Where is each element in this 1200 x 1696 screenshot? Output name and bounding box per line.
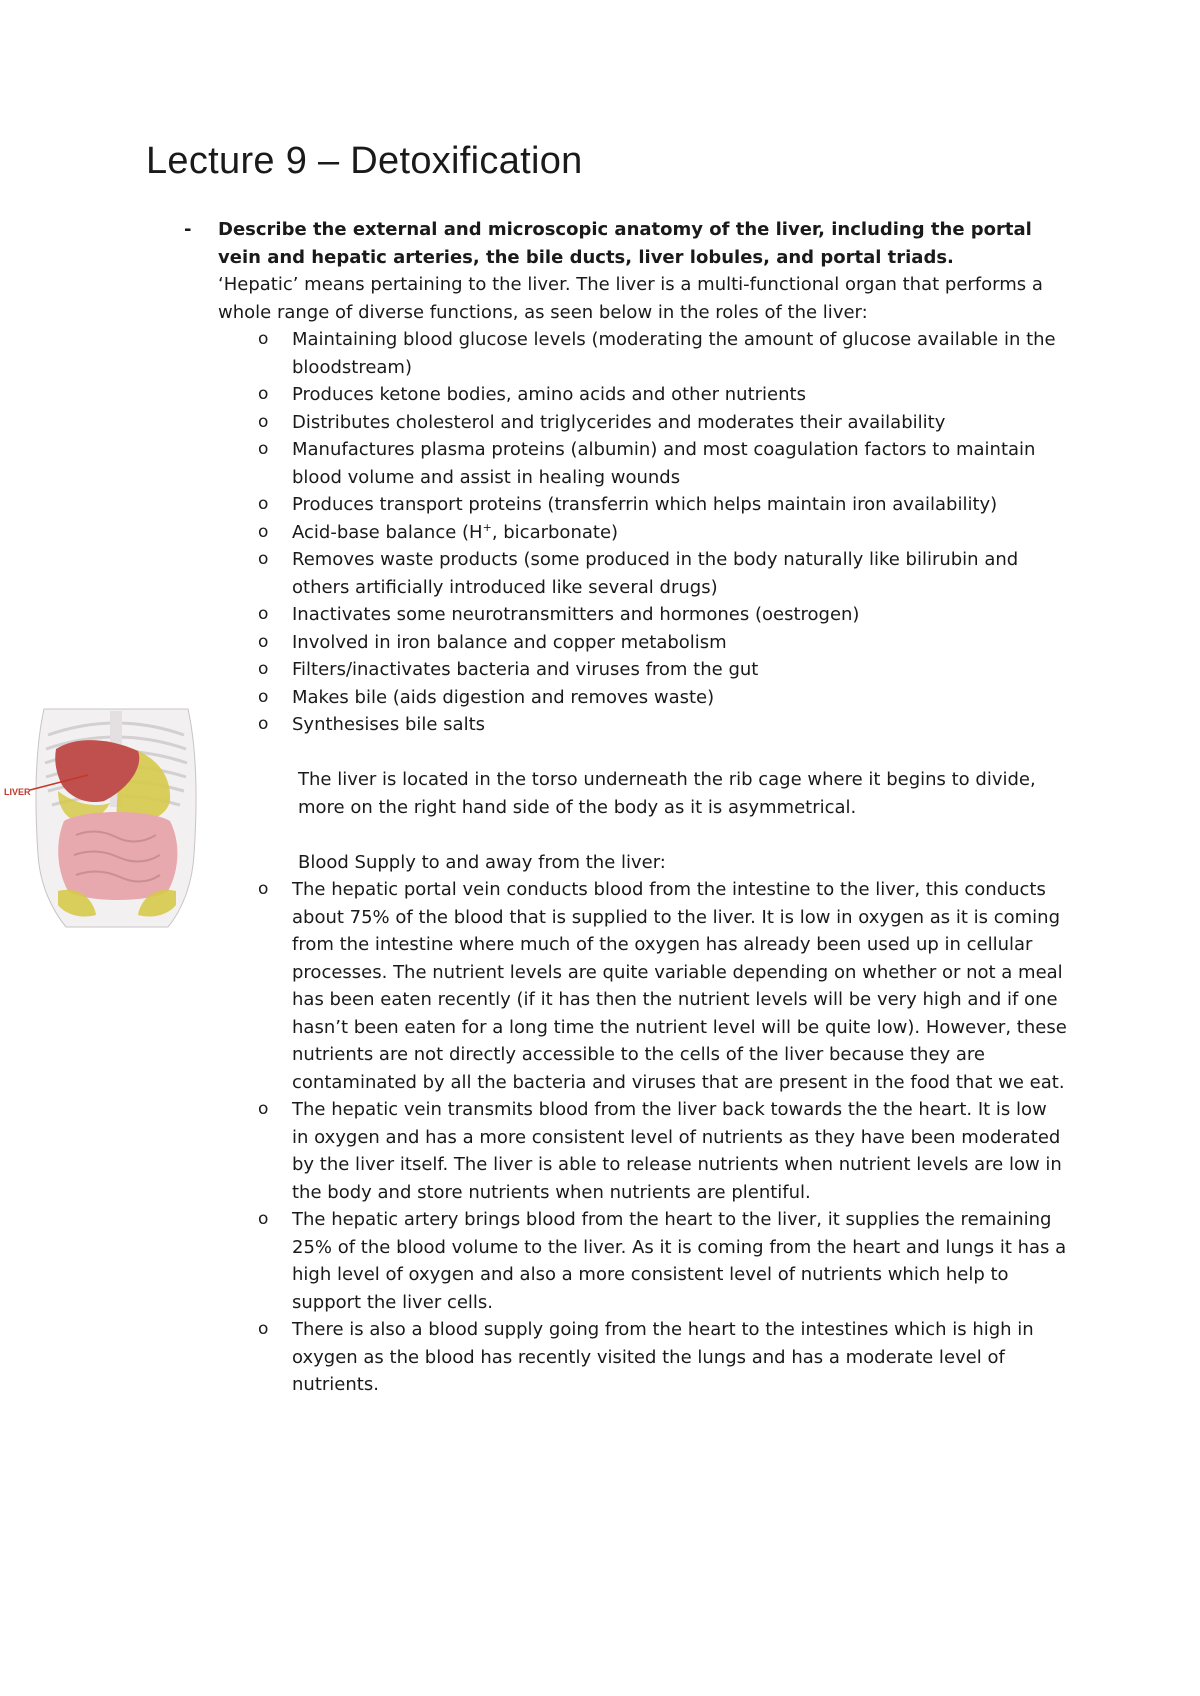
role-text: Produces ketone bodies, amino acids and other nutrients xyxy=(292,384,806,405)
bullet-glyph: o xyxy=(258,1319,269,1339)
section-heading: Describe the external and microscopic anatomy of the liver, including the portal vein and hepatic arteries, the bile ducts, liver lobules, and portal triads. xyxy=(218,219,1032,268)
list-item xyxy=(258,326,1068,381)
page-title: Lecture 9 – Detoxification xyxy=(146,140,583,182)
list-item xyxy=(258,491,1068,519)
bullet-glyph: o xyxy=(258,494,269,514)
blood-supply-text: The hepatic artery brings blood from the heart to the liver, it supplies the remaining 25% of the blood volume to the liver. As it is coming from the heart and lungs it has a high level of oxygen and also a more consistent level of nutrients which help to support the liver cells. xyxy=(292,1209,1067,1313)
bullet-glyph: o xyxy=(258,549,269,569)
list-item xyxy=(258,1316,1068,1399)
bullet-glyph: o xyxy=(258,439,269,459)
list-item xyxy=(258,519,1068,547)
list-dash: - xyxy=(184,219,192,240)
bullet-glyph: o xyxy=(258,631,269,652)
bullet-glyph: o xyxy=(258,1209,269,1229)
role-text: Distributes cholesterol and triglycerides and moderates their availability xyxy=(292,411,946,433)
list-item xyxy=(258,409,1068,437)
role-text: Manufactures plasma proteins (albumin) and most coagulation factors to maintain blood volume and assist in healing wounds xyxy=(292,439,1036,488)
role-text: Makes bile (aids digestion and removes waste) xyxy=(292,686,715,708)
liver-label: LIVER xyxy=(4,787,31,797)
blood-supply-text: The hepatic portal vein conducts blood from the intestine to the liver, this conducts about 75% of the blood that is supplied to the liver. It is low in oxygen as it is coming from the intestine where much of the oxygen has already been used up in cellular processes. The nutrient levels are quite variable depending on whether or not a meal has been eaten recently (if it has then the nutrient levels will be very high and if one hasn’t been eaten for a long time the nutrient level will be quite low). However, these nutrients are not directly accessible to the cells of the liver because they are contaminated by all the bacteria and viruses that are present in the food that we eat. xyxy=(292,879,1067,1093)
role-text: Involved in iron balance and copper metabolism xyxy=(292,631,727,653)
spacer xyxy=(218,739,1068,767)
intro-paragraph: ‘Hepatic’ means pertaining to the liver. The liver is a multi-functional organ that performs a whole range of diverse functions, as seen below in the roles of the liver: xyxy=(218,274,1043,323)
bullet-glyph: o xyxy=(258,1099,269,1119)
role-text: Maintaining blood glucose levels (moderating the amount of glucose available in the bloodstream) xyxy=(292,329,1056,378)
spacer xyxy=(218,821,1068,849)
list-item xyxy=(258,381,1068,409)
list-item xyxy=(258,656,1068,684)
blood-supply-text: The hepatic vein transmits blood from the liver back towards the the heart. It is low in oxygen and has a more consistent level of nutrients as they have been moderated by the liver itself. The liver is able to release nutrients when nutrient levels are low in the body and store nutrients when nutrients are plentiful. xyxy=(292,1099,1062,1203)
bullet-glyph: o xyxy=(258,521,269,542)
blood-supply-text: There is also a blood supply going from the heart to the intestines which is high in oxygen as the blood has recently visited the lungs and has a moderate level of nutrients. xyxy=(292,1319,1034,1395)
role-text: Inactivates some neurotransmitters and hormones (oestrogen) xyxy=(292,604,860,625)
list-item xyxy=(258,876,1068,1096)
liver-roles-list xyxy=(218,326,1068,739)
bullet-glyph: o xyxy=(258,604,269,624)
list-item xyxy=(258,1096,1068,1206)
bullet-glyph: o xyxy=(258,329,269,349)
role-text: Filters/inactivates bacteria and viruses from the gut xyxy=(292,659,759,680)
role-text: Synthesises bile salts xyxy=(292,714,486,735)
bullet-glyph: o xyxy=(258,411,269,432)
role-text: Acid-base balance (H+, bicarbonate) xyxy=(292,520,619,543)
bullet-glyph: o xyxy=(258,686,269,707)
blood-supply-list xyxy=(218,876,1068,1399)
location-paragraph: The liver is located in the torso underneath the rib cage where it begins to divide, more on the right hand side of the body as it is asymmetrical. xyxy=(298,769,1036,818)
main-content xyxy=(218,216,1068,1399)
bullet-glyph: o xyxy=(258,879,269,899)
list-item xyxy=(258,711,1068,739)
list-item xyxy=(258,436,1068,491)
list-item xyxy=(258,684,1068,712)
blood-supply-heading: Blood Supply to and away from the liver: xyxy=(298,851,666,873)
list-item xyxy=(258,629,1068,657)
bullet-glyph: o xyxy=(258,714,269,734)
torso-anatomy-figure xyxy=(0,705,212,937)
role-text: Produces transport proteins (transferrin which helps maintain iron availability) xyxy=(292,494,998,515)
role-text: Removes waste products (some produced in the body naturally like bilirubin and others artificially introduced like several drugs) xyxy=(292,549,1019,598)
list-item xyxy=(258,546,1068,601)
list-item xyxy=(258,1206,1068,1316)
list-item xyxy=(258,601,1068,629)
bullet-glyph: o xyxy=(258,384,269,404)
bullet-glyph: o xyxy=(258,659,269,679)
